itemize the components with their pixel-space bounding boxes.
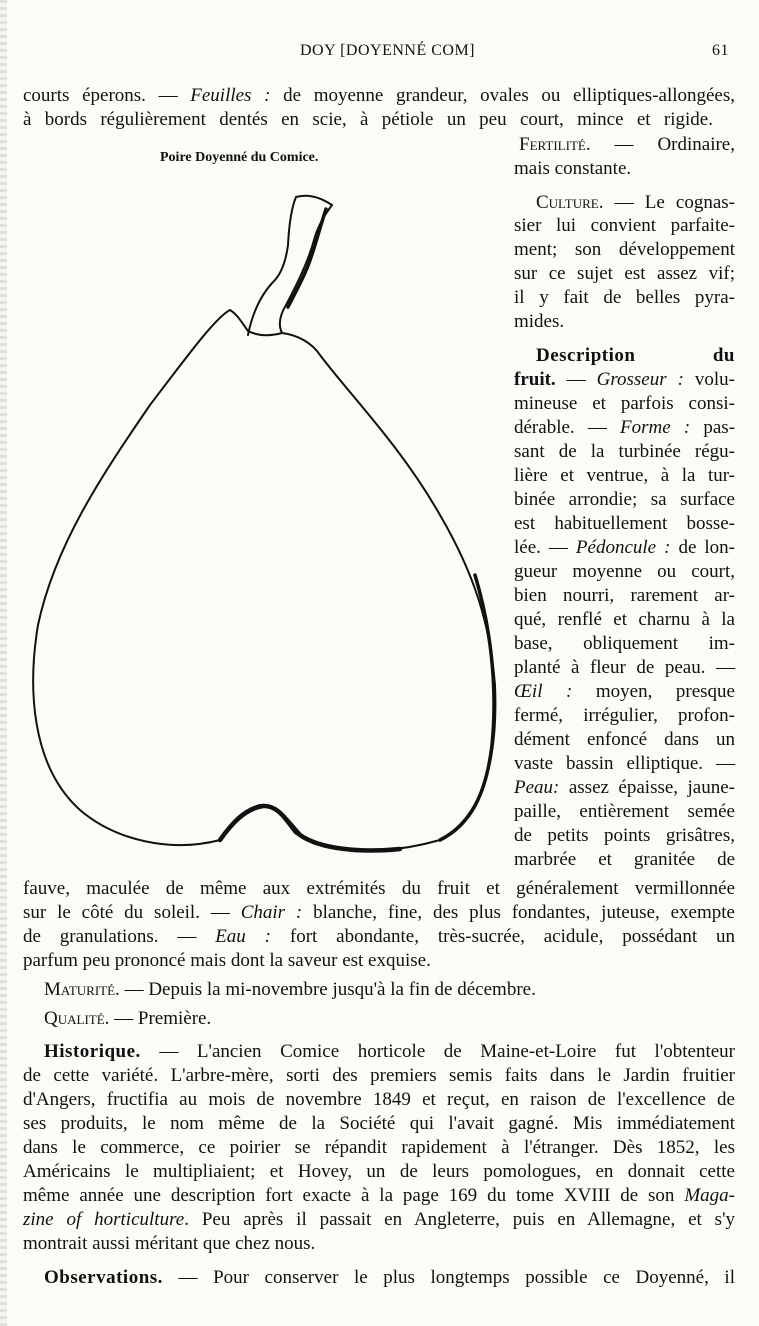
- text-line: fruit. — Grosseur : volu-: [514, 369, 736, 390]
- text-line: fermé, irrégulier, profon-: [514, 705, 735, 726]
- text-line: Maturité. — Depuis la mi-novembre jusqu'à la fin de décembre.: [44, 979, 536, 1000]
- text-line: Observations. — Pour conserver le plus longtemps possible ce Doyenné, il: [44, 1267, 735, 1288]
- pear-stalk: [248, 196, 332, 335]
- section-heading: Historique.: [44, 1041, 141, 1062]
- pear-shade-right: [440, 575, 494, 840]
- text-line: sier lui convient parfaite-: [514, 215, 735, 236]
- pear-illustration: [20, 185, 510, 865]
- text-line: ses produits, le nom même de la Société qui l'avait gagné. Mis immédiatement: [23, 1113, 735, 1134]
- text-line: dément enfoncé dans un: [514, 729, 735, 750]
- section-heading: Observations.: [44, 1267, 163, 1288]
- text-line: de petits points grisâtres,: [514, 825, 735, 846]
- text-line: il y fait de belles pyra-: [514, 287, 735, 308]
- text-line: Historique. — L'ancien Comice horticole de Maine-et-Loire fut l'obtenteur: [44, 1041, 735, 1062]
- text-line: binée arrondie; sa surface: [514, 489, 735, 510]
- text-line: mides.: [514, 311, 565, 332]
- text-line: montrait aussi méritant que chez nous.: [23, 1233, 316, 1254]
- text-line: parfum peu prononcé mais dont la saveur est exquise.: [23, 950, 431, 971]
- text-line: Américains le multipliaient; et Hovey, un de leurs pomologues, en donnait cette: [23, 1161, 735, 1182]
- text-line: dérable. — Forme : pas-: [514, 417, 736, 438]
- text-line: lière et ventrue, à la tur-: [514, 465, 735, 486]
- text-line: à bords régulièrement dentés en scie, à pétiole un peu court, mince et rigide.: [23, 109, 713, 130]
- text-line: marbrée et granitée de: [514, 849, 735, 870]
- running-header: DOY [DOYENNÉ COM]: [300, 42, 475, 59]
- text-line: Peau: assez épaisse, jaune-: [514, 777, 735, 798]
- text-line: qué, renflé et charnu à la: [514, 609, 735, 630]
- text-line: zine of horticulture. Peu après il passait en Angleterre, puis en Allemagne, et s'y: [23, 1209, 735, 1230]
- text-line: Qualité. — Première.: [44, 1008, 212, 1029]
- text-line: mineuse et parfois consi-: [514, 393, 735, 414]
- text-line: gueur moyenne ou court,: [514, 561, 735, 582]
- text-line: sur ce sujet est assez vif;: [514, 263, 735, 284]
- figure-caption: Poire Doyenné du Comice.: [160, 150, 319, 165]
- pear-outline: [33, 310, 495, 851]
- text-line: ment; son développement: [514, 239, 735, 260]
- text-line: mais constante.: [514, 158, 632, 179]
- text-line: fauve, maculée de même aux extrémités du fruit et généralement vermillonnée: [23, 878, 735, 899]
- text-line: Œil : moyen, presque: [514, 681, 735, 702]
- text-line: de cette variété. L'arbre-mère, sorti des premiers semis faits dans le Jardin fruitier: [23, 1065, 735, 1086]
- text-line: Culture. — Le cognas-: [536, 192, 735, 213]
- text-line: base, obliquement im-: [514, 633, 735, 654]
- pear-shade-base: [220, 806, 400, 851]
- text-line: d'Angers, fructifia au mois de novembre 1849 et reçut, en raison de l'excellence de: [23, 1089, 735, 1110]
- text-line: est habituellement bosse-: [514, 513, 735, 534]
- text-line: sur le côté du soleil. — Chair : blanche, fine, des plus fondantes, juteuse, exempte: [23, 902, 735, 923]
- text-line: planté à fleur de peau. —: [514, 657, 735, 678]
- text-line: même année une description fort exacte à la page 169 du tome XVIII de son Maga-: [23, 1185, 735, 1206]
- page-number: 61: [712, 42, 729, 59]
- text-line: dans le commerce, ce poirier se répandit rapidement à l'étranger. Dès 1852, les: [23, 1137, 735, 1158]
- text-line: de granulations. — Eau : fort abondante, très-sucrée, acidule, possédant un: [23, 926, 735, 947]
- text-line: paille, entièrement semée: [514, 801, 735, 822]
- text-line: courts éperons. — Feuilles : de moyenne grandeur, ovales ou elliptiques-allongées,: [23, 85, 736, 106]
- text-line: vaste bassin elliptique. —: [514, 753, 735, 774]
- scan-edge: [0, 0, 7, 1326]
- text-line: sant de la turbinée régu-: [514, 441, 735, 462]
- text-line: lée. — Pédoncule : de lon-: [514, 537, 736, 558]
- section-heading: Description du: [536, 345, 735, 366]
- text-line: bien nourri, rarement ar-: [514, 585, 735, 606]
- text-line: Fertilité. — Ordinaire,: [519, 134, 735, 155]
